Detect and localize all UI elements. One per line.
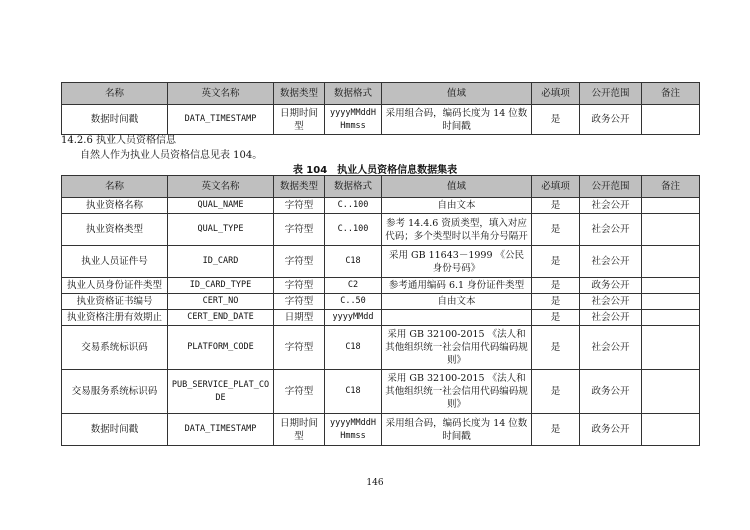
- table-row: [62, 105, 700, 135]
- cell-data-format: C18: [325, 370, 382, 414]
- continued-data-table: [61, 82, 700, 135]
- cell-value-domain: 采用组合码，编码长度为 14 位数时间戳: [382, 414, 532, 446]
- cell-disclosure-scope: 政务公开: [580, 278, 642, 294]
- cell-name: 执业资格类型: [62, 214, 168, 246]
- header-remarks: 备注: [642, 176, 700, 198]
- cell-required: 是: [532, 214, 580, 246]
- cell-data-format: yyyyMMdd: [325, 310, 382, 326]
- table-row: [62, 310, 700, 326]
- cell-name: 数据时间戳: [62, 105, 168, 135]
- cell-required: 是: [532, 105, 580, 135]
- cell-remarks: [642, 214, 700, 246]
- table-row: [62, 326, 700, 370]
- cell-english-name: ID_CARD_TYPE: [168, 278, 274, 294]
- page-number: 146: [366, 478, 384, 488]
- cell-data-format: C2: [325, 278, 382, 294]
- cell-value-domain: 参考 14.4.6 资质类型，填入对应代码；多个类型时以半角分号隔开: [382, 214, 532, 246]
- cell-data-format: C18: [325, 326, 382, 370]
- header-name: 名称: [62, 83, 168, 105]
- cell-remarks: [642, 294, 700, 310]
- cell-data-type: 日期时间型: [274, 414, 325, 446]
- cell-data-format: C..100: [325, 214, 382, 246]
- cell-data-type: 字符型: [274, 326, 325, 370]
- cell-data-type: 字符型: [274, 370, 325, 414]
- header-data-type: 数据类型: [274, 83, 325, 105]
- header-name: 名称: [62, 176, 168, 198]
- cell-name: 数据时间戳: [62, 414, 168, 446]
- cell-value-domain: 采用 GB 32100-2015 《法人和其他组织统一社会信用代码编码规则》: [382, 326, 532, 370]
- cell-data-type: 字符型: [274, 278, 325, 294]
- cell-english-name: ID_CARD: [168, 246, 274, 278]
- cell-english-name: PUB_SERVICE_PLAT_CODE: [168, 370, 274, 414]
- table-row: [62, 278, 700, 294]
- table-caption: 表 104 执业人员资格信息数据集表: [292, 165, 458, 176]
- cell-required: 是: [532, 246, 580, 278]
- cell-name: 交易系统标识码: [62, 326, 168, 370]
- cell-required: 是: [532, 198, 580, 214]
- table-row: [62, 198, 700, 214]
- table-row: [62, 294, 700, 310]
- cell-data-type: 字符型: [274, 198, 325, 214]
- cell-value-domain: 参考通用编码 6.1 身份证件类型: [382, 278, 532, 294]
- header-value-domain: 值域: [382, 83, 532, 105]
- cell-name: 执业资格名称: [62, 198, 168, 214]
- header-data-type: 数据类型: [274, 176, 325, 198]
- cell-required: 是: [532, 294, 580, 310]
- cell-name: 执业人员身份证件类型: [62, 278, 168, 294]
- qualification-data-table: [61, 175, 700, 446]
- table-row: [62, 214, 700, 246]
- cell-english-name: DATA_TIMESTAMP: [168, 105, 274, 135]
- cell-value-domain: 自由文本: [382, 198, 532, 214]
- cell-data-format: C..50: [325, 294, 382, 310]
- cell-required: 是: [532, 370, 580, 414]
- cell-value-domain: 采用 GB 11643－1999 《公民身份号码》: [382, 246, 532, 278]
- header-row: [62, 176, 700, 198]
- cell-value-domain: 采用 GB 32100-2015 《法人和其他组织统一社会信用代码编码规则》: [382, 370, 532, 414]
- cell-data-type: 字符型: [274, 246, 325, 278]
- cell-disclosure-scope: 政务公开: [580, 370, 642, 414]
- header-required: 必填项: [532, 83, 580, 105]
- header-required: 必填项: [532, 176, 580, 198]
- cell-remarks: [642, 246, 700, 278]
- header-data-format: 数据格式: [325, 83, 382, 105]
- header-remarks: 备注: [642, 83, 700, 105]
- cell-disclosure-scope: 政务公开: [580, 414, 642, 446]
- cell-disclosure-scope: 政务公开: [580, 105, 642, 135]
- table-body: [62, 198, 700, 446]
- cell-value-domain: 采用组合码，编码长度为 14 位数时间戳: [382, 105, 532, 135]
- cell-data-format: C..100: [325, 198, 382, 214]
- cell-english-name: QUAL_NAME: [168, 198, 274, 214]
- cell-remarks: [642, 326, 700, 370]
- cell-data-format: C18: [325, 246, 382, 278]
- header-row: [62, 83, 700, 105]
- header-english-name: 英文名称: [168, 176, 274, 198]
- table-row: [62, 414, 700, 446]
- cell-english-name: DATA_TIMESTAMP: [168, 414, 274, 446]
- header-disclosure-scope: 公开范围: [580, 176, 642, 198]
- cell-data-format: yyyyMMddHHmmss: [325, 414, 382, 446]
- cell-name: 交易服务系统标识码: [62, 370, 168, 414]
- cell-disclosure-scope: 社会公开: [580, 214, 642, 246]
- cell-required: 是: [532, 414, 580, 446]
- cell-remarks: [642, 310, 700, 326]
- table-body: [62, 105, 700, 135]
- cell-required: 是: [532, 326, 580, 370]
- cell-name: 执业资格证书编号: [62, 294, 168, 310]
- cell-english-name: PLATFORM_CODE: [168, 326, 274, 370]
- cell-english-name: CERT_END_DATE: [168, 310, 274, 326]
- cell-name: 执业资格注册有效期止: [62, 310, 168, 326]
- cell-disclosure-scope: 社会公开: [580, 198, 642, 214]
- cell-remarks: [642, 198, 700, 214]
- cell-english-name: CERT_NO: [168, 294, 274, 310]
- section-intro: 自然人作为执业人员资格信息见表 104。: [80, 150, 263, 161]
- cell-name: 执业人员证件号: [62, 246, 168, 278]
- cell-required: 是: [532, 310, 580, 326]
- cell-value-domain: 自由文本: [382, 294, 532, 310]
- cell-disclosure-scope: 社会公开: [580, 326, 642, 370]
- table-row: [62, 246, 700, 278]
- cell-required: 是: [532, 278, 580, 294]
- header-data-format: 数据格式: [325, 176, 382, 198]
- cell-remarks: [642, 278, 700, 294]
- cell-data-type: 字符型: [274, 214, 325, 246]
- cell-data-type: 日期型: [274, 310, 325, 326]
- table-row: [62, 370, 700, 414]
- header-disclosure-scope: 公开范围: [580, 83, 642, 105]
- section-heading: 14.2.6 执业人员资格信息: [61, 135, 176, 146]
- cell-remarks: [642, 370, 700, 414]
- cell-disclosure-scope: 社会公开: [580, 294, 642, 310]
- cell-data-type: 字符型: [274, 294, 325, 310]
- cell-disclosure-scope: 社会公开: [580, 246, 642, 278]
- cell-value-domain: [382, 310, 532, 326]
- header-value-domain: 值域: [382, 176, 532, 198]
- cell-disclosure-scope: 社会公开: [580, 310, 642, 326]
- cell-remarks: [642, 414, 700, 446]
- header-english-name: 英文名称: [168, 83, 274, 105]
- cell-remarks: [642, 105, 700, 135]
- cell-english-name: QUAL_TYPE: [168, 214, 274, 246]
- cell-data-format: yyyyMMddHHmmss: [325, 105, 382, 135]
- cell-data-type: 日期时间型: [274, 105, 325, 135]
